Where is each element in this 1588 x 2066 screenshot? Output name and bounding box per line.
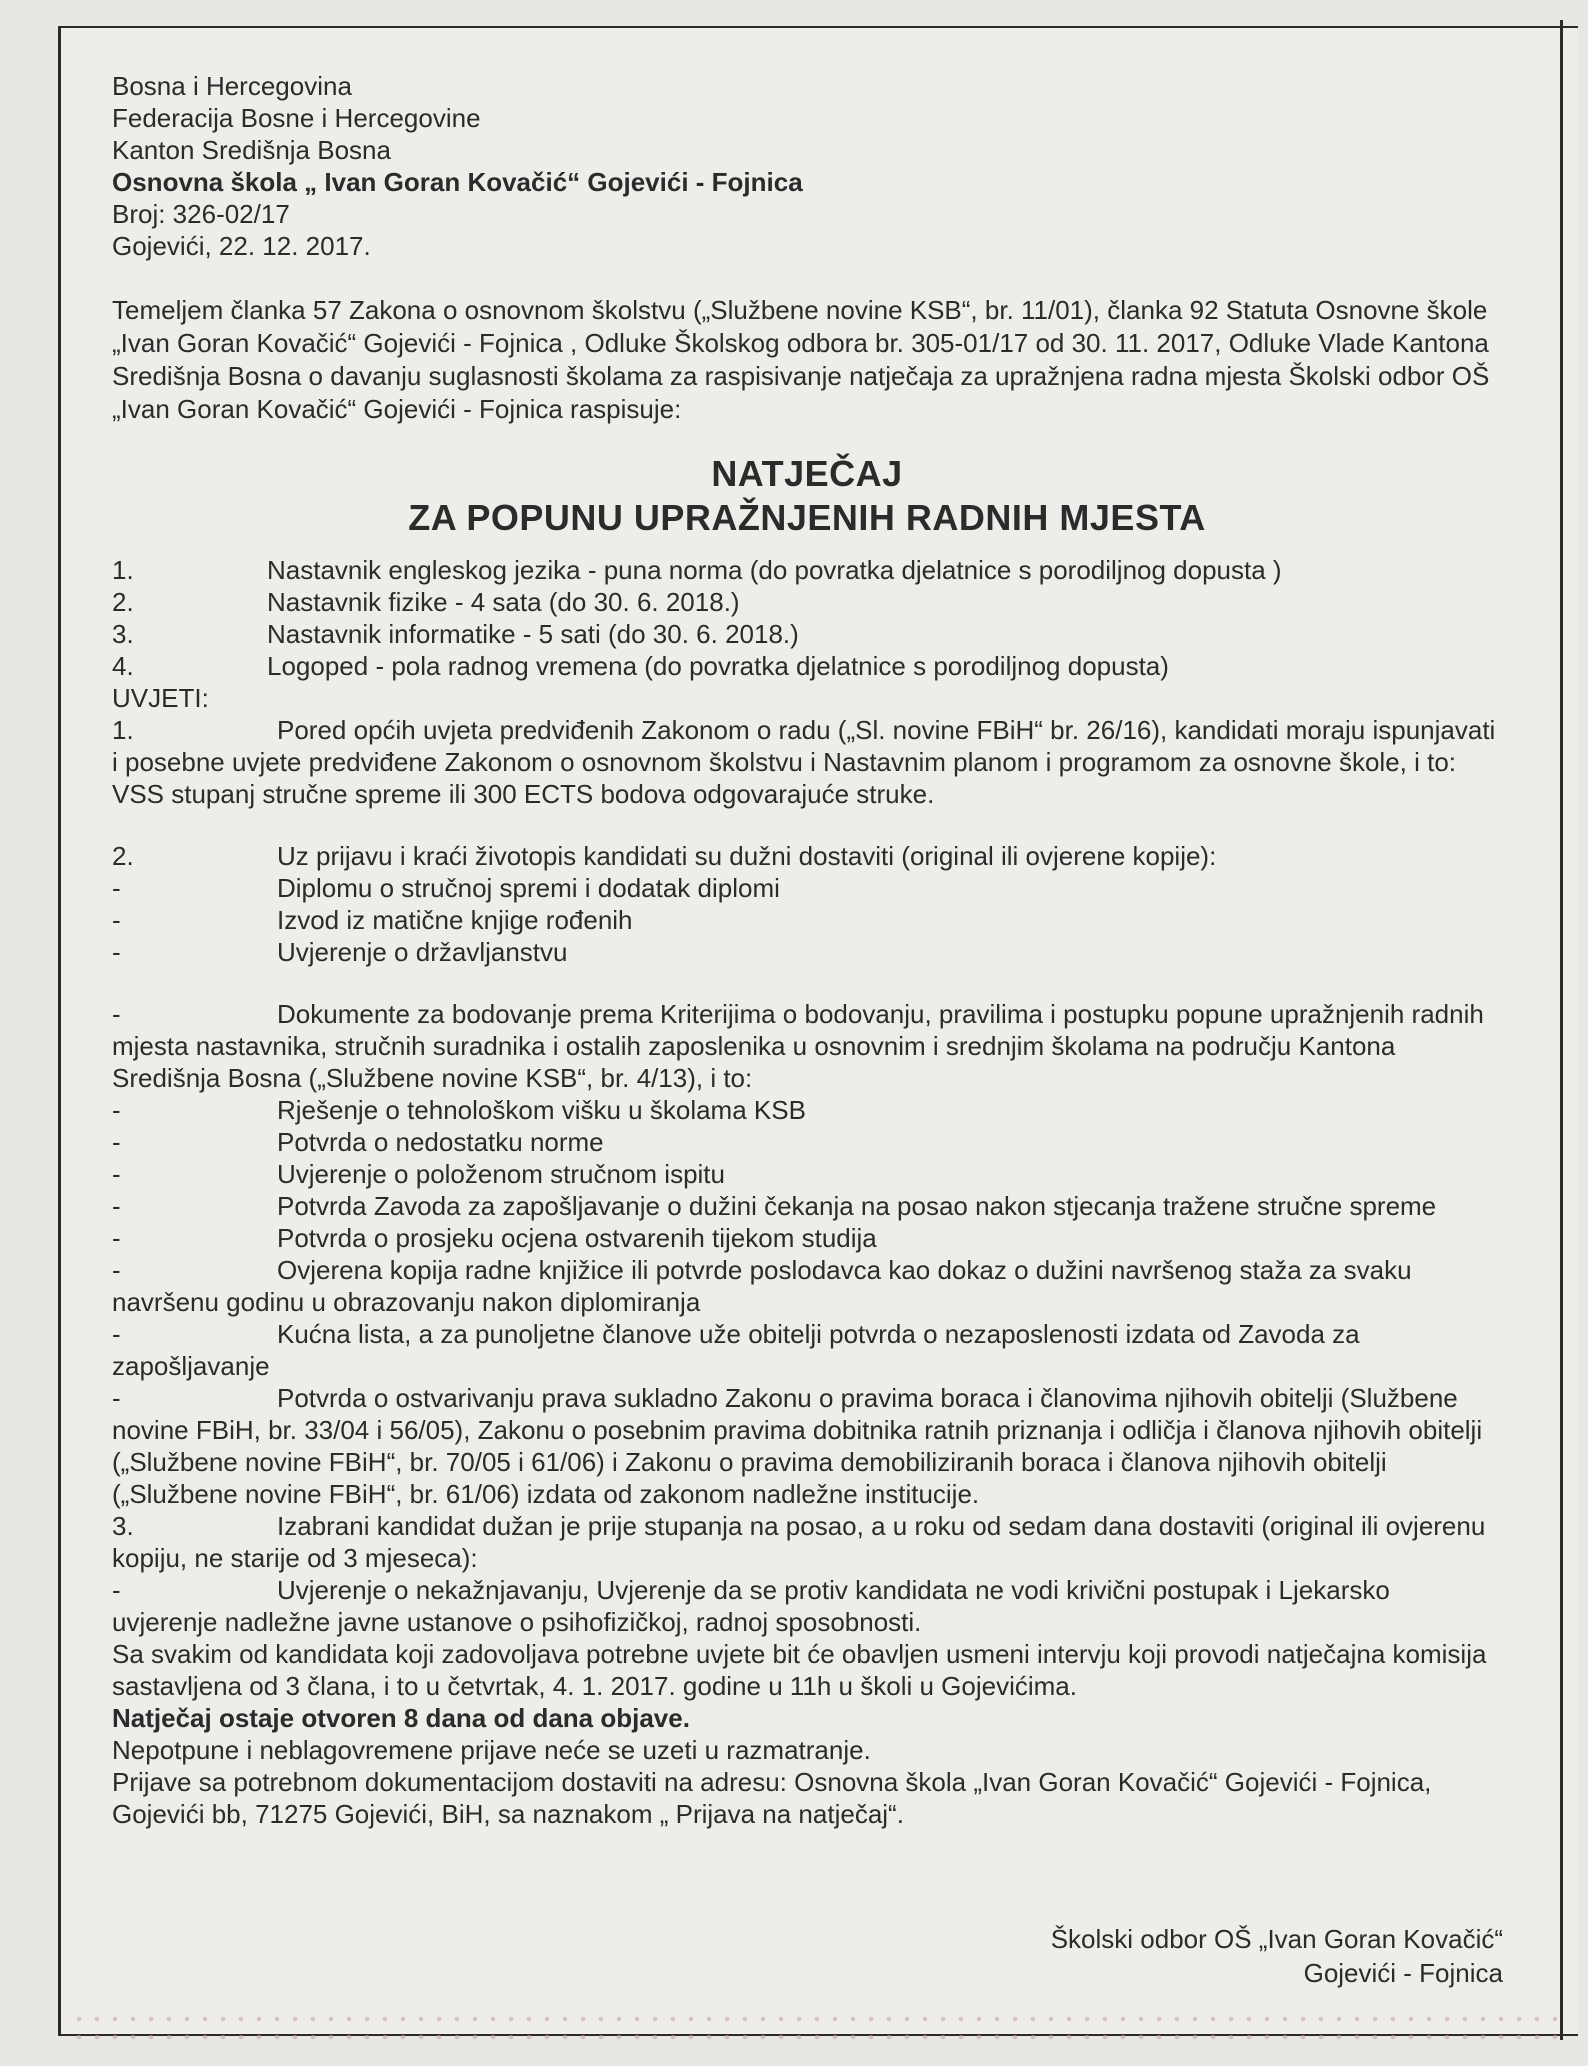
position-number: 3. (112, 619, 134, 649)
scoring-doc-item (112, 1126, 1502, 1158)
letterhead (112, 70, 1502, 262)
position-number: 2. (112, 587, 134, 617)
position-item (112, 618, 1502, 650)
signature-block (1051, 1922, 1503, 1990)
scoring-doc-text: Uvjerenje o položenom stručnom ispitu (277, 1159, 725, 1189)
scoring-doc-text: Potvrda o nedostatku norme (277, 1127, 604, 1157)
scoring-doc-item (112, 1158, 1502, 1190)
required-doc-text: Diplomu o stručnoj spremi i dodatak diplomi (277, 873, 780, 903)
condition-3-item-text: Uvjerenje o nekažnjavanju, Uvjerenje da se protiv kandidata ne vodi krivični postupak i Ljekarsko uvjerenje nadležne javne ustanove o psihofizičkoj, radnoj sposobnosti. (112, 1575, 1390, 1637)
scoring-doc-item (112, 1094, 1502, 1126)
scoring-doc-text: Kućna lista, a za punoljetne članove uže obitelji potvrda o nezaposlenosti izdata od Zavoda za zapošljavanje (112, 1319, 1360, 1381)
bullet-dash: - (112, 1191, 121, 1221)
scoring-doc-text: Rješenje o tehnološkom višku u školama KSB (277, 1095, 806, 1125)
bullet-dash: - (112, 999, 121, 1029)
interview-notice: Sa svakim od kandidata koji zadovoljava potrebne uvjete bit će obavljen usmeni intervju koji provodi natječajna komisija sastavljena od 3 člana, i to u četvrtak, 4. 1. 2017. godine u 11h u školi u Gojevićima. (112, 1639, 1487, 1701)
condition-3-number: 3. (112, 1511, 134, 1541)
bullet-dash: - (112, 1127, 121, 1157)
condition-1-text: Pored općih uvjeta predviđenih Zakonom o radu („Sl. novine FBiH“ br. 26/16), kandidati moraju ispunjavati i posebne uvjete predviđene Zakonom o osnovnom školstvu i Nastavnim planom i programom za osnovne škole, i to: VSS stupanj stručne spreme ili 300 ECTS bodova odgovarajuće struke. (112, 715, 1496, 809)
reference-number: Broj: 326-02/17 (112, 199, 290, 229)
required-doc-text: Uvjerenje o državljanstvu (277, 937, 568, 967)
title-line-2: ZA POPUNU UPRAŽNJENIH RADNIH MJESTA (408, 497, 1206, 538)
open-period-notice: Natječaj ostaje otvoren 8 dana od dana objave. (112, 1703, 690, 1733)
position-text: Logoped - pola radnog vremena (do povratka djelatnice s porodiljnog dopusta) (267, 651, 1169, 681)
required-doc-text: Izvod iz matične knjige rođenih (277, 905, 633, 935)
conditions-label: UVJETI: (112, 683, 209, 713)
bullet-dash: - (112, 1159, 121, 1189)
bullet-dash: - (112, 1095, 121, 1125)
decorative-dot-strip (70, 2010, 1560, 2050)
scoring-doc-item (112, 1222, 1502, 1254)
scoring-doc-item (112, 1382, 1502, 1510)
required-doc-item (112, 872, 1502, 904)
bullet-dash: - (112, 1383, 121, 1413)
required-doc-item (112, 936, 1502, 968)
bullet-dash: - (112, 1255, 121, 1285)
federation-line: Federacija Bosne i Hercegovine (112, 103, 481, 133)
position-item (112, 554, 1502, 586)
condition-2-number: 2. (112, 841, 134, 871)
position-number: 1. (112, 555, 134, 585)
bullet-dash: - (112, 1575, 121, 1605)
position-text: Nastavnik informatike - 5 sati (do 30. 6. 2018.) (267, 619, 799, 649)
signature-line-2: Gojevići - Fojnica (1303, 1958, 1503, 1988)
document-date: Gojevići, 22. 12. 2017. (112, 231, 371, 261)
announcement-title (112, 452, 1502, 540)
condition-1-number: 1. (112, 715, 134, 745)
scoring-doc-text: Ovjerena kopija radne knjižice ili potvrde poslodavca kao dokaz o dužini navršenog staža za svaku navršenu godinu u obrazovanju nakon diplomiranja (112, 1255, 1412, 1317)
condition-3-item (112, 1574, 1502, 1638)
announcement-content (112, 70, 1502, 1830)
position-text: Nastavnik fizike - 4 sata (do 30. 6. 2018.) (267, 587, 740, 617)
scoring-doc-text: Potvrda Zavoda za zapošljavanje o dužini čekanja na posao nakon stjecanja tražene stručne spreme (277, 1191, 1437, 1221)
bullet-dash: - (112, 905, 121, 935)
bullet-dash: - (112, 1319, 121, 1349)
condition-2 (112, 840, 1502, 872)
positions-list (112, 554, 1502, 682)
bullet-dash: - (112, 1223, 121, 1253)
bullet-dash: - (112, 873, 121, 903)
condition-3 (112, 1510, 1502, 1574)
condition-3-text: Izabrani kandidat dužan je prije stupanja na posao, a u roku od sedam dana dostaviti (original ili ovjerenu kopiju, ne starije od 3 mjeseca): (112, 1511, 1486, 1573)
country-line: Bosna i Hercegovina (112, 71, 352, 101)
scoring-doc-item (112, 1318, 1502, 1382)
condition-1 (112, 714, 1502, 810)
scoring-docs-intro (112, 998, 1502, 1094)
school-name: Osnovna škola „ Ivan Goran Kovačić“ Gojevići - Fojnica (112, 167, 803, 197)
scoring-doc-text: Potvrda o ostvarivanju prava sukladno Zakonu o pravima boraca i članovima njihovih obitelji (Službene novine FBiH, br. 33/04 i 56/05), Zakonu o posebnim pravima dobitnika ratnih priznanja i odličja i članova njihovih obitelji („Službene novine FBiH“, br. 70/05 i 61/06) i Zakonu o pravima demobiliziranih boraca i članova njihovih obitelji („Službene novine FBiH“, br. 61/06) izdata od zakonom nadležne institucije. (112, 1383, 1483, 1509)
canton-line: Kanton Središnja Bosna (112, 135, 391, 165)
submission-address: Prijave sa potrebnom dokumentacijom dostaviti na adresu: Osnovna škola „Ivan Goran Kovačić“ Gojevići - Fojnica, Gojevići bb, 71275 Gojevići, BiH, sa naznakom „ Prijava na natječaj“. (112, 1767, 1432, 1829)
scoring-doc-text: Potvrda o prosjeku ocjena ostvarenih tijekom studija (277, 1223, 877, 1253)
required-doc-item (112, 904, 1502, 936)
signature-line-1: Školski odbor OŠ „Ivan Goran Kovačić“ (1050, 1924, 1503, 1954)
position-item (112, 586, 1502, 618)
bullet-dash: - (112, 937, 121, 967)
position-item (112, 650, 1502, 682)
scoring-doc-item (112, 1190, 1502, 1222)
incomplete-applications-notice: Nepotpune i neblagovremene prijave neće se uzeti u razmatranje. (112, 1735, 871, 1765)
title-line-1: NATJEČAJ (711, 453, 903, 494)
right-border-rule (1560, 20, 1563, 2040)
condition-2-text: Uz prijavu i kraći životopis kandidati su dužni dostaviti (original ili ovjerene kopije): (277, 841, 1217, 871)
scoring-docs-intro-text: Dokumente za bodovanje prema Kriterijima o bodovanju, pravilima i postupku popune upražnjenih radnih mjesta nastavnika, stručnih suradnika i ostalih zaposlenika u osnovnim i srednjim školama na području Kantona Središnja Bosna („Službene novine KSB“, br. 4/13), i to: (112, 999, 1484, 1093)
position-text: Nastavnik engleskog jezika - puna norma (do povratka djelatnice s porodiljnog dopusta ) (267, 555, 1282, 585)
scoring-doc-item (112, 1254, 1502, 1318)
intro-paragraph: Temeljem članka 57 Zakona o osnovnom školstvu („Službene novine KSB“, br. 11/01), članka 92 Statuta Osnovne škole „Ivan Goran Kovačić“ Gojevići - Fojnica , Odluke Školskog odbora br. 305-01/17 od 30. 11. 2017, Odluke Vlade Kantona Središnja Bosna o davanju suglasnosti školama za raspisivanje natječaja za upražnjena radna mjesta Školski odbor OŠ „Ivan Goran Kovačić“ Gojevići - Fojnica raspisuje: (112, 295, 1490, 424)
position-number: 4. (112, 651, 134, 681)
